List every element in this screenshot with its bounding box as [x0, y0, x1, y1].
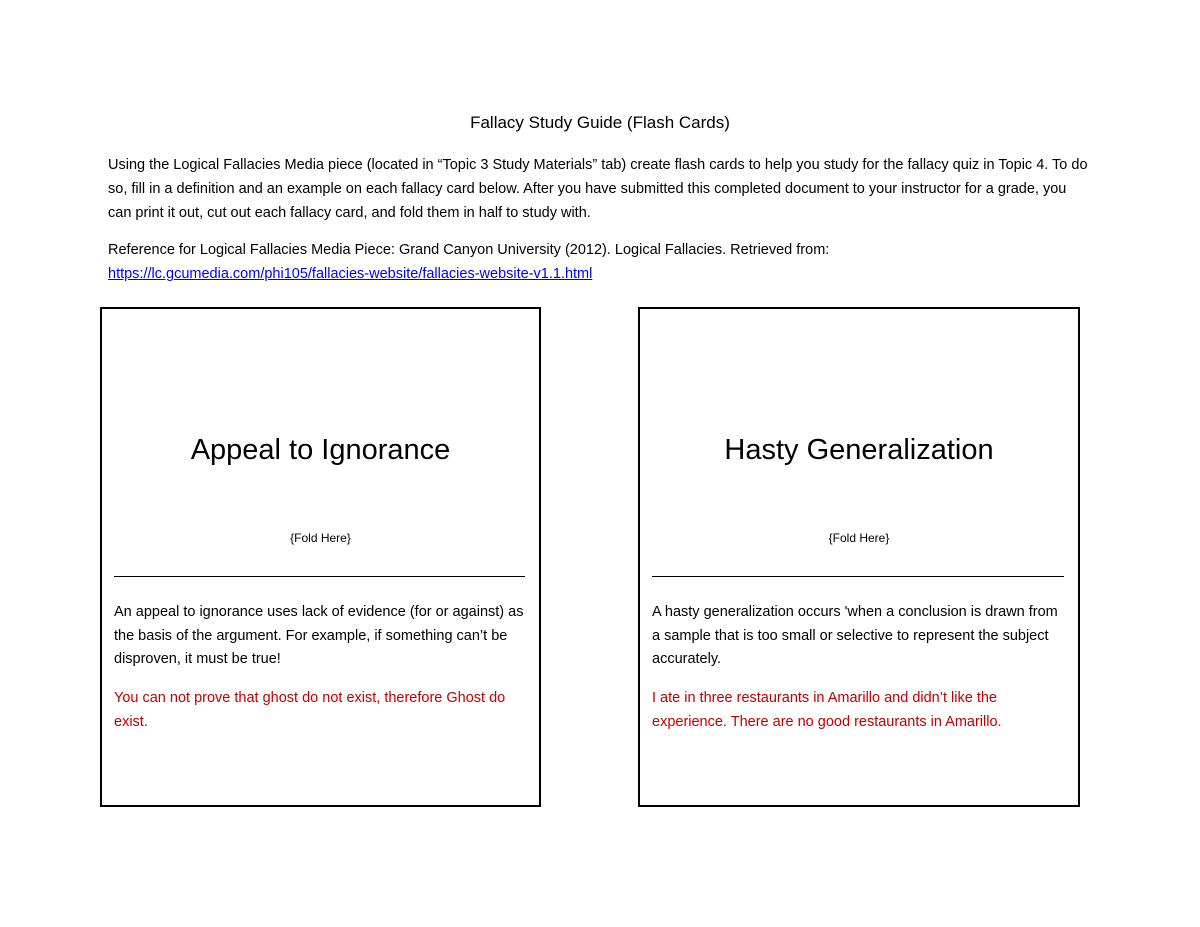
card-title: Appeal to Ignorance — [190, 434, 451, 466]
instructions-paragraph: Using the Logical Fallacies Media piece (located in “Topic 3 Study Materials” tab) create flash cards to help you study for the fallacy quiz in Topic 4. To do so, fill in a definition and an example on each fallacy card below. After you have submitted this completed document to your instructor for a grade, you can print it out, cut out each fallacy card, and fold them in half to study with. — [108, 157, 1088, 221]
card-title: Hasty Generalization — [724, 434, 994, 466]
flash-card-hasty-generalization — [638, 307, 1080, 807]
fold-line — [652, 576, 1064, 577]
page-title: Fallacy Study Guide (Flash Cards) — [470, 113, 730, 132]
card-definition: A hasty generalization occurs 'when a conclusion is drawn from a sample that is too small or selective to represent the subject accurately. — [652, 604, 1058, 667]
reference-paragraph — [108, 238, 1088, 286]
fold-line — [114, 576, 525, 577]
reference-text: Reference for Logical Fallacies Media Piece: Grand Canyon University (2012). Logical Fallacies. Retrieved from: — [108, 242, 830, 258]
flash-card-appeal-to-ignorance — [100, 307, 541, 807]
fold-label: {Fold Here} — [290, 531, 351, 545]
card-example: I ate in three restaurants in Amarillo and didn’t like the experience. There are no good restaurants in Amarillo. — [652, 690, 1002, 730]
card-example: You can not prove that ghost do not exist, therefore Ghost do exist. — [114, 690, 506, 730]
card-definition: An appeal to ignorance uses lack of evidence (for or against) as the basis of the argument. For example, if something can’t be disproven, it must be true! — [114, 604, 524, 667]
fold-label: {Fold Here} — [828, 531, 890, 545]
reference-link[interactable]: https://lc.gcumedia.com/phi105/fallacies-website/fallacies-website-v1.1.html — [108, 266, 593, 282]
